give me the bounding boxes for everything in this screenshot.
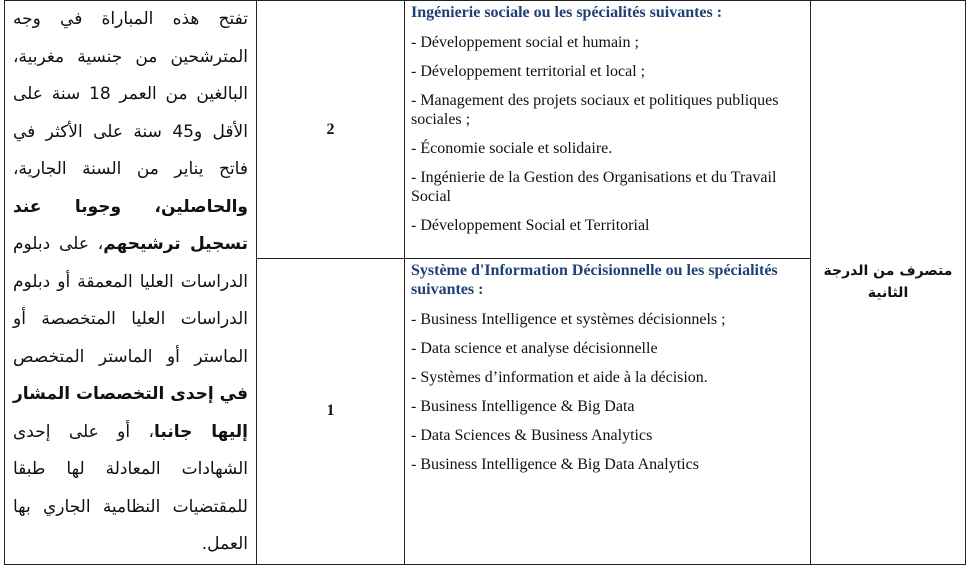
eligibility-text-bold2: في إحدى التخصصات المشار إليها جانبا — [12, 384, 248, 442]
list-item: - Ingénierie de la Gestion des Organisations et du Travail Social — [411, 169, 777, 205]
list-item: - Data science et analyse décisionnelle — [411, 340, 658, 357]
speciality-title: Ingénierie sociale ou les spécialités suivantes : — [411, 4, 723, 21]
list-item: - Systèmes d’information et aide à la décision. — [411, 369, 708, 386]
specialities-cell-ingenierie — [405, 1, 811, 259]
list-item: - Business Intelligence & Big Data Analytics — [411, 456, 699, 473]
grade-label-line2: الثانية — [867, 285, 909, 302]
recruitment-table — [4, 0, 966, 565]
list-item: - Développement Social et Territorial — [411, 217, 650, 234]
list-item: - Management des projets sociaux et politiques publiques sociales ; — [411, 92, 779, 128]
list-item: - Data Sciences & Business Analytics — [411, 427, 653, 444]
eligibility-text-bold1: والحاصلين، وجوبا عند تسجيل ترشيحهم — [13, 196, 248, 254]
eligibility-conditions-cell — [5, 1, 257, 565]
list-item: - Économie sociale et solidaire. — [411, 140, 613, 157]
list-item: - Développement social et humain ; — [411, 34, 639, 51]
grade-cell — [811, 1, 966, 565]
list-item: - Business Intelligence & Big Data — [411, 398, 635, 415]
list-item: - Développement territorial et local ; — [411, 63, 646, 80]
eligibility-text-part3: ، على دبلوم الدراسات العليا المعمقة أو دبلوم الدراسات العليا المتخصصة أو الماستر أو الماستر المتخصص — [13, 234, 248, 367]
positions-count-cell: 1 — [257, 259, 405, 565]
list-item: - Business Intelligence et systèmes décisionnels ; — [411, 311, 726, 328]
grade-label-line1: متصرف من الدرجة — [823, 263, 953, 280]
table-row-ingenierie-sociale — [5, 1, 966, 259]
eligibility-text-part5: ، أو على إحدى الشهادات المعادلة لها طبقا للمقتضيات النظامية الجاري بها العمل. — [13, 421, 248, 554]
specialities-cell-sid — [405, 259, 811, 565]
positions-count-cell: 2 — [257, 1, 405, 259]
speciality-title: Système d'Information Décisionnelle ou les spécialités suivantes : — [411, 262, 778, 298]
eligibility-text-part1: تفتح هذه المباراة في وجه المترشحين من جنسية مغربية، البالغين من العمر 18 سنة على الأقل و45 سنة على الأكثر في فاتح يناير من السنة الجارية، — [13, 9, 248, 179]
